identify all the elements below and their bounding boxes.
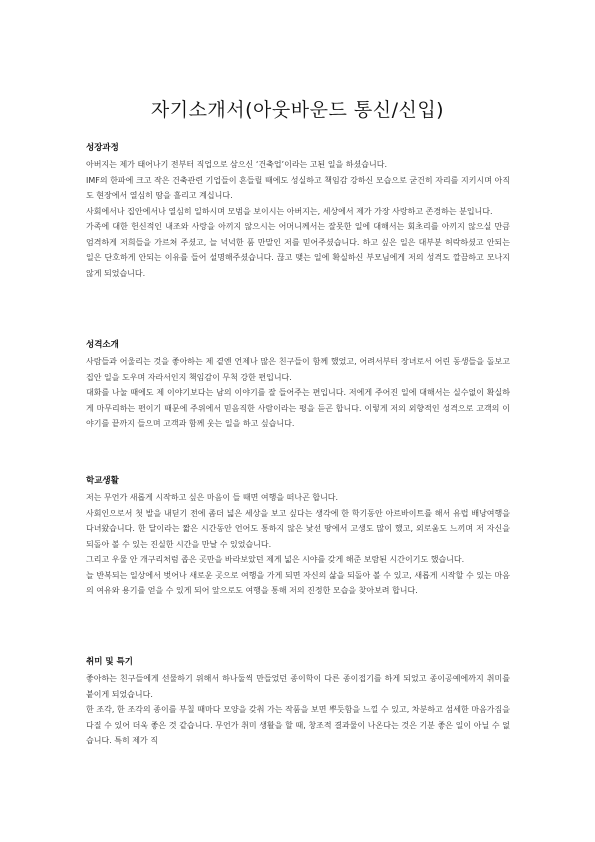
section-personality <box>86 338 510 432</box>
section-heading: 취미 및 특기 <box>86 657 133 667</box>
paragraph: 그리고 우물 안 개구리처럼 좁은 곳만을 바라보았던 제게 넓은 시야를 갖게 해준 보람된 시간이기도 했습니다. <box>86 555 465 564</box>
section-school-life <box>86 474 510 599</box>
paragraph: 사회에서나 집안에서나 열심히 일하시며 모범을 보이시는 아버지는, 세상에서 제가 가장 사랑하고 존경하는 분입니다. <box>86 206 493 216</box>
paragraph: 한 조각, 한 조각의 종이를 부칠 때마다 모양을 갖춰 가는 작품을 보면 뿌듯함을 느낄 수 있고, 차분하고 섬세한 마음가짐을 다질 수 있어 더욱 좋은 것 같습니다. 무언가 취미 생활을 할 때, 창조적 결과물이 나온다는 것은 기분 좋은 일이 아닐 수 없습니다. 특히 제가 직 <box>86 705 510 745</box>
paragraph: 저는 무언가 새롭게 시작하고 싶은 마음이 들 때면 여행을 떠나곤 합니다. <box>86 493 339 502</box>
section-heading: 성격소개 <box>86 340 119 350</box>
document-title: 자기소개서(아웃바운드 통신/신입) <box>150 99 445 121</box>
paragraph: 늘 반복되는 일상에서 벗어나 새로운 곳으로 여행을 가게 되면 자신의 삶을 되돌아 볼 수 있고, 새롭게 시작할 수 있는 마음의 여유와 용기를 얻을 수 있게 되어 앞으로도 여행을 통해 저의 진정한 모습을 찾아보려 합니다. <box>86 570 510 595</box>
paragraph: IMF의 한파에 크고 작은 건축관련 기업들이 흔들릴 때에도 성실하고 책임감 강하신 모습으로 굳건히 자리를 지키시며 아직도 현장에서 열심히 땀을 흘리고 계십니다. <box>86 175 510 200</box>
paragraph: 대화를 나눌 때에도 제 이야기보다는 남의 이야기를 잘 들어주는 편입니다. 저에게 주어진 일에 대해서는 실수없이 확실하게 마무리하는 편이기 때문에 주위에서 믿음직한 사람이라는 평을 듣곤 합니다. 이렇게 저의 외향적인 성격으로 고객의 이야기를 끝까지 들으며 고객과 함께 웃는 일을 하고 싶습니다. <box>86 388 510 428</box>
paragraph: 사회인으로서 첫 발을 내딛기 전에 좀더 넓은 세상을 보고 싶다는 생각에 한 학기동안 아르바이트를 해서 유럽 배낭여행을 다녀왔습니다. 한 달이라는 짧은 시간동안 언어도 통하지 않은 낯선 땅에서 고생도 많이 했고, 외로움도 느끼며 저 자신을 되돌아 볼 수 있는 진실한 시간을 만날 수 있었습니다. <box>86 508 510 549</box>
paragraph: 좋아하는 친구들에게 선물하기 위해서 하나둘씩 만들었던 종이학이 다른 종이접기를 하게 되었고 종이공예에까지 취미를 붙이게 되었습니다. <box>86 674 510 699</box>
section-hobbies <box>86 655 510 749</box>
paragraph: 아버지는 제가 태어나기 전부터 직업으로 삼으신 ‘건축업’이라는 고된 일을 하셨습니다. <box>86 160 387 169</box>
section-growth <box>86 141 510 281</box>
paragraph: 사람들과 어울리는 것을 좋아하는 제 곁엔 언제나 많은 친구들이 함께 했었고, 어려서부터 장녀로서 어린 동생들을 돌보고 집안 일을 도우며 자라서인지 책임감이 무척 강한 편입니다. <box>86 357 510 382</box>
paragraph: 가족에 대한 헌신적인 내조와 사랑을 아끼지 않으시는 어머니께서는 잘못한 일에 대해서는 회초리를 아끼지 않으실 만큼 엄격하게 저희들을 가르쳐 주셨고, 늘 넉넉한 품 만말인 저를 믿어주셨습니다. 하고 싶은 일은 대부분 허락하셨고 안되는 일은 단호하게 안되는 이유를 들어 설명해주셨습니다. 끊고 맺는 일에 확실하신 부모님에게 저의 성격도 깔끔하고 모나지 않게 되었습니다. <box>86 222 510 278</box>
section-heading: 학교생활 <box>86 476 119 486</box>
section-heading: 성장과정 <box>86 143 119 153</box>
